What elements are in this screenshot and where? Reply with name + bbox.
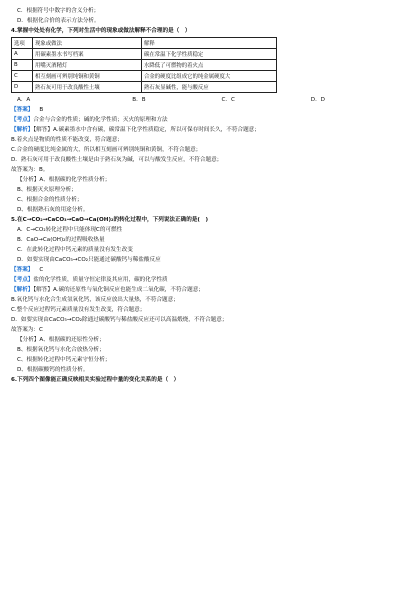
fenxi-line: 【分析】A、根据碳的化学性质分析；	[17, 177, 111, 183]
table-cell: 相互刻画可辨别纯铜和黄铜	[33, 71, 142, 82]
option-c: C．在此转化过程中钙元素的质量没有发生改变	[17, 247, 133, 253]
table-cell: 熟石灰可用于改良酸性土壤	[33, 82, 142, 93]
table-cell: D	[12, 82, 33, 93]
analysis-tag: 【解析】	[11, 127, 34, 133]
table-cell: 熟石灰显碱性，能与酸反应	[142, 82, 277, 93]
q5-analysis-first	[11, 285, 400, 295]
answer-value: C	[39, 267, 44, 273]
analysis-line: C.合金的硬度比纯金属的大，所以相互刻画可辨别纯铜和黄铜，不符合题意；	[11, 147, 202, 153]
q3-option-d-analysis: D．根据化合价的表示方法分析。	[17, 18, 100, 24]
table-cell: C	[12, 71, 33, 82]
table-cell: A	[12, 49, 33, 60]
option-b: B．B	[132, 97, 146, 103]
option-d: D．D	[310, 97, 325, 103]
q4-table	[11, 37, 277, 93]
analysis-tag: 【解析】	[11, 287, 34, 293]
table-row	[12, 71, 277, 82]
q4-analysis-first	[11, 125, 400, 135]
table-cell: 水降低了可燃物的着火点	[142, 60, 277, 71]
table-header-cell: 选项	[12, 38, 33, 49]
table-cell: B	[12, 60, 33, 71]
table-header-cell: 解释	[142, 38, 277, 49]
analysis-line: C.整个反应过程钙元素质量没有发生改变，符合题意；	[11, 307, 146, 313]
fenxi-line: C、根据转化过程中钙元素守恒分析；	[17, 357, 111, 363]
answer-tag: 【答案】	[11, 267, 34, 273]
q6-stem: 6.下列四个图像能正确反映相关实验过程中量的变化关系的是（ ）	[11, 377, 180, 383]
table-cell: 合金的硬度比组成它的纯金属硬度大	[142, 71, 277, 82]
q5-knowledge-point	[11, 275, 400, 285]
q4-knowledge-point	[11, 115, 400, 125]
table-cell: 用碳素墨水书写档案	[33, 49, 142, 60]
q4-answer	[11, 105, 400, 115]
option-b: B．CaO→Ca(OH)₂的过程吸收热量	[17, 237, 105, 243]
point-tag: 【考点】	[11, 117, 34, 123]
point-text: 盐的化学性质，质量守恒定律及其应用，碳的化学性质	[33, 277, 168, 283]
option-c: C．C	[221, 97, 235, 103]
fenxi-line: D、根据碳酸钙的性质分析。	[17, 367, 89, 373]
q3-option-c-analysis: C．根据符号中数字的含义分析；	[17, 8, 100, 14]
table-cell: 用嘴灭酒精灯	[33, 60, 142, 71]
table-row	[12, 60, 277, 71]
q4-options	[11, 95, 400, 105]
analysis-line: D．如要实现由CaCO₃→CO₂除通过碳酸钙与稀盐酸反应还可以高温煅烧，不符合题意；	[11, 317, 228, 323]
answer-value: B	[39, 107, 44, 113]
analysis-line: B.氧化钙与水化合生成氢氧化钙，该反应放出大量热，不符合题意；	[11, 297, 179, 303]
analysis-line: 【解答】A.碳素墨水中含有碳，碳常温下化学性质稳定，所以可保存时间长久，不符合题意；	[33, 127, 260, 133]
table-row	[12, 82, 277, 93]
analysis-line: 故答案为：B。	[11, 167, 49, 173]
table-row	[12, 49, 277, 60]
answer-tag: 【答案】	[11, 107, 34, 113]
fenxi-line: C、根据合金的性质分析；	[17, 197, 83, 203]
analysis-line: D．熟石灰可用于改良酸性土壤是由于熟石灰为碱，可以与酸发生反应，不符合题意；	[11, 157, 223, 163]
option-a: A．C→CO₂转化过程中只能体现C的可燃性	[17, 227, 123, 233]
fenxi-line: B、根据氧化钙与水化合放热分析；	[17, 347, 105, 353]
analysis-line: 故答案为：C	[11, 327, 43, 333]
analysis-line: B.着火点是物质的性质不能改变，符合题意；	[11, 137, 123, 143]
table-cell: 碳在常温下化学性质稳定	[142, 49, 277, 60]
q4-table-header	[12, 38, 277, 49]
fenxi-line: B、根据灭火原理分析；	[17, 187, 77, 193]
q5-answer	[11, 265, 400, 275]
q4-stem: 4.掌握中处处有化学，下列对生活中的现象或做法解释不合理的是（ ）	[11, 28, 191, 34]
point-text: 合金与合金的性质；碱的化学性质；灭火的原理和方法	[33, 117, 168, 123]
q5-stem: 5.在C→CO₂→CaCO₃→CaO→Ca(OH)₂的转化过程中，下列说法正确的是( )	[11, 217, 209, 223]
option-a: A．A	[17, 97, 31, 103]
fenxi-line: D、根据熟石灰的用途分析。	[17, 207, 89, 213]
analysis-line: 【解答】A.碳的还原性与氧化铜反应也能生成二氧化碳，不符合题意；	[33, 287, 204, 293]
point-tag: 【考点】	[11, 277, 34, 283]
table-header-cell: 现象或做法	[33, 38, 142, 49]
fenxi-line: 【分析】A、根据碳的还原性分析；	[17, 337, 105, 343]
option-d: D．如要实现由CaCO₃→CO₂只能通过碳酸钙与稀盐酸反应	[17, 257, 161, 263]
